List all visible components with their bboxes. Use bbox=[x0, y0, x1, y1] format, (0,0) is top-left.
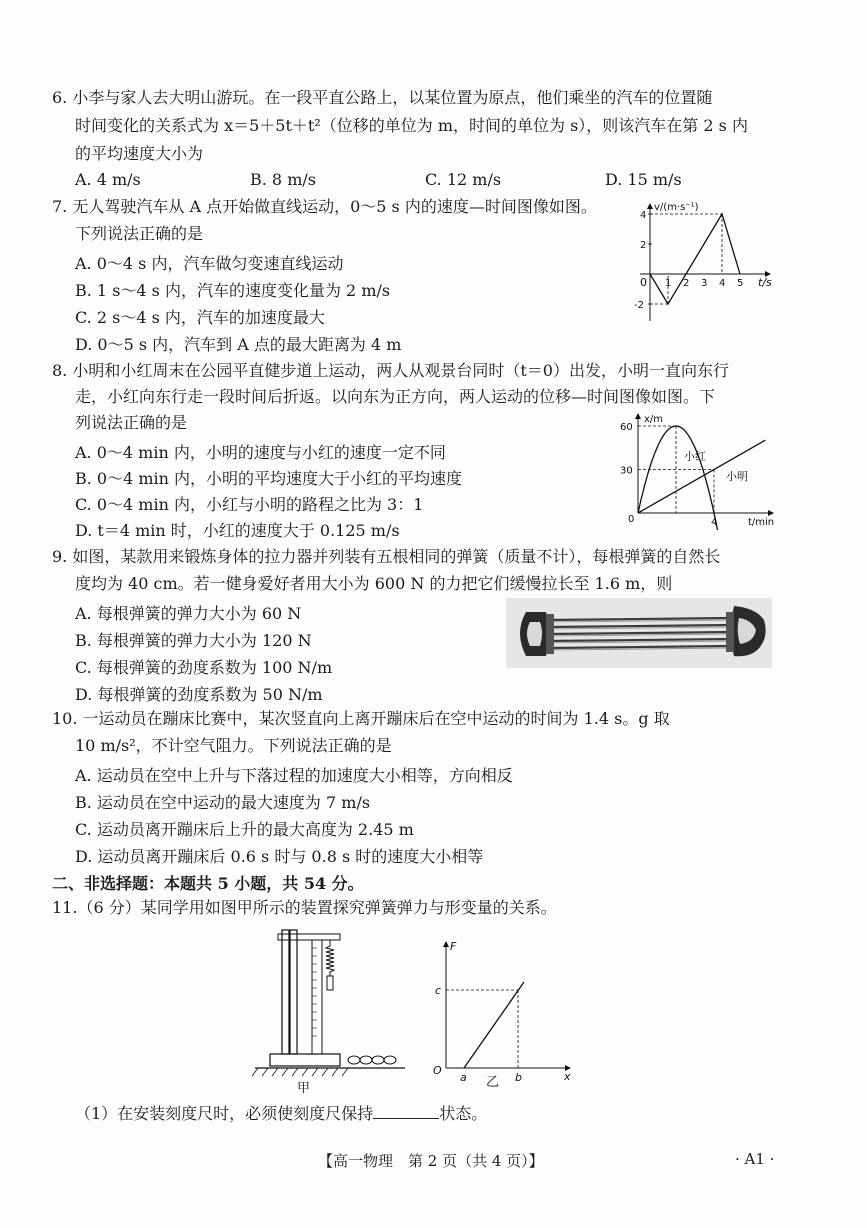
q7-xtick-2: 2 bbox=[683, 278, 690, 289]
q11-sub1 bbox=[75, 1104, 487, 1124]
q7-ytick-4: 4 bbox=[640, 210, 647, 221]
q9-stem-line1: 9. 如图，某款用来锻炼身体的拉力器并列装有五根相同的弹簧（质量不计），每根弹簧的自然长 bbox=[52, 547, 721, 566]
q7-option-d: D. 0～5 s 内，汽车到 A 点的最大距离为 4 m bbox=[75, 335, 402, 354]
q11-fig-a-label: 甲 bbox=[297, 1081, 311, 1096]
q6-stem-line1: 6. 小李与家人去大明山游玩。在一段平直公路上，以某位置为原点，他们乘坐的汽车的位置随 bbox=[52, 88, 713, 107]
q7-option-b: B. 1 s～4 s 内，汽车的速度变化量为 2 m/s bbox=[75, 281, 391, 300]
q7-x-label: t/s bbox=[758, 276, 772, 289]
q11-graph-a: a bbox=[460, 1071, 467, 1084]
q7-stem-line1: 7. 无人驾驶汽车从 A 点开始做直线运动，0～5 s 内的速度—时间图像如图。 bbox=[52, 197, 597, 216]
q9-option-d: D. 每根弹簧的劲度系数为 50 N/m bbox=[75, 685, 323, 704]
q10-option-d: D. 运动员离开蹦床后 0.6 s 时与 0.8 s 时的速度大小相等 bbox=[75, 847, 484, 866]
q6-option-d: D. 15 m/s bbox=[605, 170, 682, 189]
q8-xiaohong-curve bbox=[638, 426, 721, 530]
q8-option-a: A. 0～4 min 内，小明的速度与小红的速度一定不同 bbox=[75, 443, 446, 462]
q8-stem-line1: 8. 小明和小红周末在公园平直健步道上运动，两人从观景台同时（t＝0）出发，小明一直向东行 bbox=[52, 361, 729, 380]
q9-option-b: B. 每根弹簧的弹力大小为 120 N bbox=[75, 631, 312, 650]
q10-stem-line1: 10. 一运动员在蹦床比赛中，某次竖直向上离开蹦床后在空中运动的时间为 1.4 s。g 取 bbox=[52, 709, 670, 728]
q7-option-c: C. 2 s～4 s 内，汽车的加速度最大 bbox=[75, 308, 325, 327]
q11-sub1-blank bbox=[373, 1104, 439, 1119]
q7-ytick-2: 2 bbox=[640, 240, 647, 251]
q6-option-a: A. 4 m/s bbox=[75, 170, 141, 189]
q7-y-label: v/(m·s⁻¹) bbox=[654, 202, 699, 213]
q11-stem: 11.（6 分）某同学用如图甲所示的装置探究弹簧弹力与形变量的关系。 bbox=[52, 898, 557, 917]
q8-xtick-4: 4 bbox=[711, 517, 718, 528]
q9-stem-line2: 度均为 40 cm。若一健身爱好者用大小为 600 N 的力把它们缓慢拉长至 1.6 m，则 bbox=[75, 574, 673, 593]
q11-sub1-prefix: （1）在安装刻度尺时，必须使刻度尺保持 bbox=[75, 1104, 374, 1123]
q11-graph-ylabel: F bbox=[450, 940, 457, 953]
q10-stem-line2: 10 m/s²，不计空气阻力。下列说法正确的是 bbox=[75, 736, 392, 755]
q8-ytick-60: 60 bbox=[620, 422, 633, 433]
q8-origin: 0 bbox=[628, 514, 635, 525]
q11-graph-b: b bbox=[515, 1071, 522, 1084]
chest-expander-photo bbox=[506, 598, 772, 668]
q8-legend-xiaohong: 小红 bbox=[684, 450, 706, 463]
q7-vt-line bbox=[650, 214, 740, 304]
q11-sub1-suffix: 状态。 bbox=[439, 1104, 488, 1123]
q11-graph-c: c bbox=[435, 984, 442, 997]
q7-xtick-3: 3 bbox=[701, 278, 708, 289]
q7-vt-graph bbox=[630, 196, 780, 336]
q6-stem-line3: 的平均速度大小为 bbox=[75, 144, 204, 163]
q10-option-c: C. 运动员离开蹦床后上升的最大高度为 2.45 m bbox=[75, 820, 414, 839]
section-heading: 二、非选择题：本题共 5 小题，共 54 分。 bbox=[52, 874, 364, 893]
q7-option-a: A. 0～4 s 内，汽车做匀变速直线运动 bbox=[75, 254, 344, 273]
q8-option-d: D. t＝4 min 时，小红的速度大于 0.125 m/s bbox=[75, 521, 400, 540]
q8-x-label: t/min bbox=[748, 517, 775, 528]
q6-stem-line2: 时间变化的关系式为 x＝5＋5t＋t²（位移的单位为 m，时间的单位为 s），则该汽车在第 2 s 内 bbox=[75, 116, 748, 135]
footer-page-info: 【高一物理 第 2 页（共 4 页）】 bbox=[318, 1152, 544, 1170]
q8-option-c: C. 0～4 min 内，小红与小明的路程之比为 3：1 bbox=[75, 495, 424, 514]
q11-graph-origin: O bbox=[433, 1064, 442, 1077]
q8-option-b: B. 0～4 min 内，小明的平均速度大于小红的平均速度 bbox=[75, 469, 463, 488]
q11-fx-line bbox=[464, 982, 524, 1068]
q8-ytick-30: 30 bbox=[620, 465, 633, 477]
q7-xtick-1: 1 bbox=[665, 278, 672, 289]
q11-fig-b-label: 乙 bbox=[486, 1075, 500, 1088]
q11-fx-graph bbox=[428, 936, 578, 1088]
q7-origin: 0 bbox=[640, 276, 647, 289]
q6-option-c: C. 12 m/s bbox=[425, 170, 502, 189]
q8-stem-line2: 走，小红向东行走一段时间后折返。以向东为正方向，两人运动的位移—时间图像如图。下 bbox=[75, 387, 716, 406]
q9-option-a: A. 每根弹簧的弹力大小为 60 N bbox=[75, 604, 302, 623]
q7-xtick-5: 5 bbox=[737, 278, 744, 289]
q7-stem-line2: 下列说法正确的是 bbox=[75, 224, 204, 243]
q9-option-c: C. 每根弹簧的劲度系数为 100 N/m bbox=[75, 658, 333, 677]
q7-xtick-4: 4 bbox=[719, 278, 726, 289]
footer-code: · A1 · bbox=[735, 1150, 775, 1168]
q6-option-b: B. 8 m/s bbox=[250, 170, 316, 189]
q8-stem-line3: 列说法正确的是 bbox=[75, 413, 188, 432]
q8-legend-xiaoming: 小明 bbox=[726, 470, 748, 483]
q10-option-b: B. 运动员在空中运动的最大速度为 7 m/s bbox=[75, 793, 371, 812]
q8-xt-graph bbox=[608, 408, 783, 530]
q8-y-label: x/m bbox=[644, 414, 664, 425]
q10-option-a: A. 运动员在空中上升与下落过程的加速度大小相等，方向相反 bbox=[75, 766, 513, 785]
q11-apparatus-figure bbox=[250, 920, 410, 1100]
q11-graph-xlabel: x bbox=[564, 1070, 571, 1083]
q7-ytick--2: -2 bbox=[634, 300, 644, 311]
